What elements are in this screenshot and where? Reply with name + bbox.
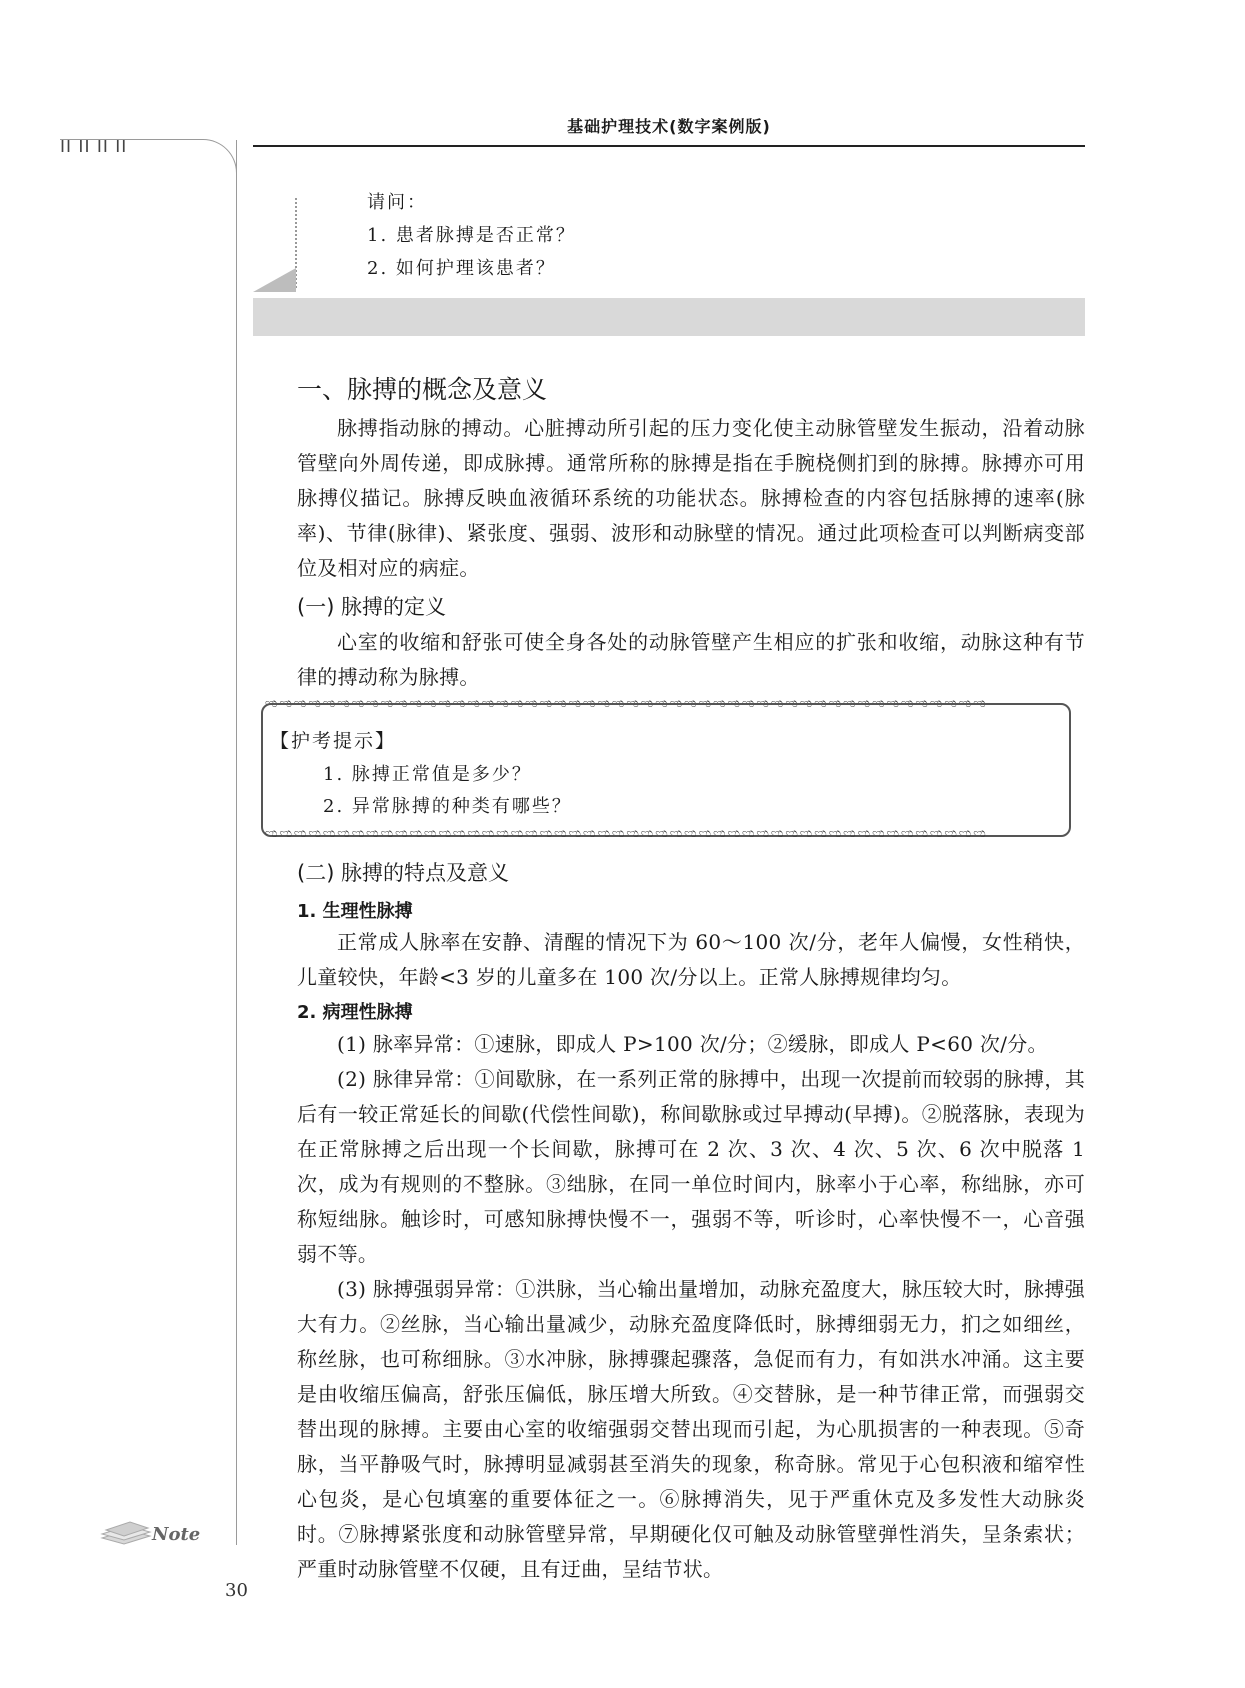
case-question-item: 2. 如何护理该患者？ xyxy=(367,258,556,279)
header-rule xyxy=(253,145,1085,147)
subsection-heading: (二) 脉搏的特点及意义 xyxy=(297,861,510,885)
margin-curve xyxy=(60,139,237,200)
tip-title: 【护考提示】 xyxy=(270,730,397,752)
paragraph: 正常成人脉率在安静、清醒的情况下为 60～100 次/分，老年人偏慢，女性稍快，儿童较快，年龄<3 岁的儿童多在 100 次/分以上。正常人脉搏规律均匀。 xyxy=(297,930,1085,989)
paragraph: (2) 脉律异常：①间歇脉，在一系列正常的脉搏中，出现一次提前而较弱的脉搏，其后有一较正常延长的间歇(代偿性间歇)，称间歇脉或过早搏动(早搏)。②脱落脉，表现为在正常脉搏之后出现一个长间歇，脉搏可在 2 次、3 次、4 次、5 次、6 次中脱落 1 次，成为有规则的不整脉。③绌脉，在同一单位时间内，脉率小于心率，称绌脉，亦可称短绌脉。触诊时，可感知脉搏快慢不一，强弱不等，听诊时，心率快慢不一，心音强弱不等。 xyxy=(297,1067,1085,1266)
running-header: 基础护理技术(数字案例版) xyxy=(567,117,771,136)
case-grey-band xyxy=(253,298,1085,336)
case-corner-triangle xyxy=(253,268,296,292)
definition-block xyxy=(297,625,1085,695)
pathological-pulse-text xyxy=(297,1027,1085,1587)
section1-intro xyxy=(297,411,1085,586)
note-label: Note xyxy=(152,1524,201,1545)
subheading-pathological-pulse: 2. 病理性脉搏 xyxy=(297,1002,413,1023)
margin-line xyxy=(236,140,237,1545)
section-heading: 一、脉搏的概念及意义 xyxy=(297,375,548,404)
note-book-icon xyxy=(98,1510,202,1550)
margin-bar-marks: II II II II xyxy=(60,137,128,157)
physiological-pulse-text xyxy=(297,925,1085,995)
tip-vine-border-bottom: ಌಌಌಌಌಌಌಌಌಌಌಌಌಌಌಌಌಌಌಌಌಌಌಌಌಌಌಌಌಌಌಌಌಌಌಌಌಌಌಌಌಌಌಌಌಌಌಌಌಌ xyxy=(265,826,988,840)
subheading-physiological-pulse: 1. 生理性脉搏 xyxy=(297,901,413,922)
subsection-heading: (一) 脉搏的定义 xyxy=(297,595,447,619)
case-question-item: 1. 患者脉搏是否正常？ xyxy=(367,225,576,246)
paragraph: (1) 脉率异常：①速脉，即成人 P>100 次/分；②缓脉，即成人 P<60 次/分。 xyxy=(337,1032,1048,1056)
tip-item: 1. 脉搏正常值是多少？ xyxy=(323,764,532,785)
paragraph: 脉搏指动脉的搏动。心脏搏动所引起的压力变化使主动脉管壁发生振动，沿着动脉管壁向外周传递，即成脉搏。通常所称的脉搏是指在手腕桡侧扪到的脉搏。脉搏亦可用脉搏仪描记。脉搏反映血液循环系统的功能状态。脉搏检查的内容包括脉搏的速率(脉率)、节律(脉律)、紧张度、强弱、波形和动脉壁的情况。通过此项检查可以判断病变部位及相对应的病症。 xyxy=(297,416,1085,580)
tip-vine-border-top: ಌಌಌಌಌಌಌಌಌಌಌಌಌಌಌಌಌಌಌಌಌಌಌಌಌಌಌಌಌಌಌಌಌಌಌಌಌಌಌಌಌಌಌಌಌಌಌಌಌಌ xyxy=(265,696,988,710)
case-question-heading: 请问： xyxy=(367,192,427,213)
page-number: 30 xyxy=(225,1580,248,1601)
tip-item: 2. 异常脉搏的种类有哪些？ xyxy=(323,796,572,817)
paragraph: (3) 脉搏强弱异常：①洪脉，当心输出量增加，动脉充盈度大，脉压较大时，脉搏强大有力。②丝脉，当心输出量减少，动脉充盈度降低时，脉搏细弱无力，扪之如细丝，称丝脉，也可称细脉。③水冲脉，脉搏骤起骤落，急促而有力，有如洪水冲涌。这主要是由收缩压偏高，舒张压偏低，脉压增大所致。④交替脉，是一种节律正常，而强弱交替出现的脉搏。主要由心室的收缩强弱交替出现而引起，为心肌损害的一种表现。⑤奇脉，当平静吸气时，脉搏明显减弱甚至消失的现象，称奇脉。常见于心包积液和缩窄性心包炎，是心包填塞的重要体征之一。⑥脉搏消失，见于严重休克及多发性大动脉炎时。⑦脉搏紧张度和动脉管壁异常，早期硬化仅可触及动脉管壁弹性消失，呈条索状；严重时动脉管壁不仅硬，且有迂曲，呈结节状。 xyxy=(297,1277,1085,1581)
paragraph: 心室的收缩和舒张可使全身各处的动脉管壁产生相应的扩张和收缩，动脉这种有节律的搏动称为脉搏。 xyxy=(297,630,1085,689)
